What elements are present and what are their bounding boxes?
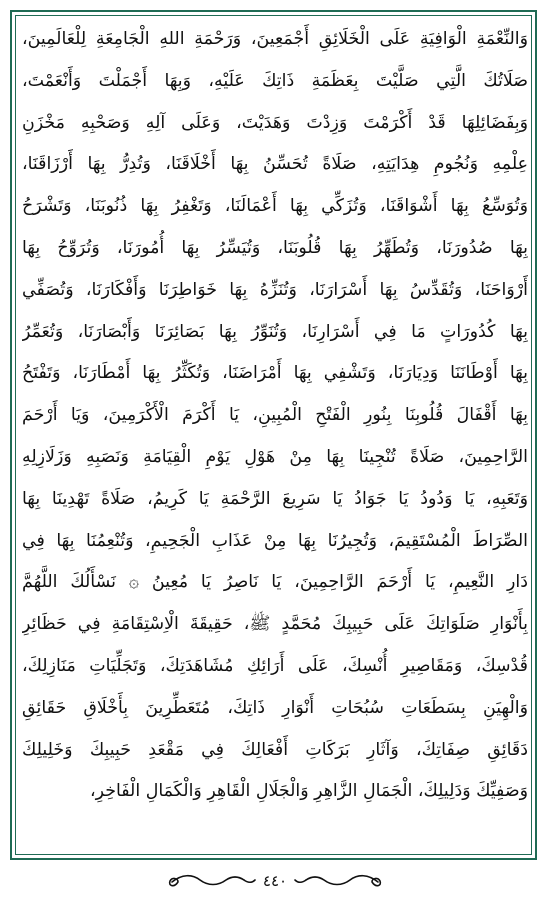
text-line: عِلْمِهِ وَنُجُومِ هِدَايَتِهِ، صَلَاةً تُحَسِّنُ بِهَا أَخْلَاقَنَا، وَتُدِرُّ بِهَا أَرْزَاقَنَا، [22,154,528,175]
text-line: بِهَا أَقْفَالَ قُلُوبِنَا بِنُورِ الْفَتْحِ الْمُبِينِ، يَا أَكْرَمَ الْأَكْرَمِينَ، وَيَا أَرْحَمَ [22,405,528,426]
text-line: بِهَا صُدُورَنَا، وَتُطَهِّرُ بِهَا قُلُوبَنَا، وَتُيَسِّرُ بِهَا أُمُورَنَا، وَتُرَوِّحُ بِهَا [22,237,528,258]
decorative-flourish-icon [160,866,390,896]
text-line: بِهَا كُدُورَاتٍ مَا فِي أَسْرَارِنَا، وَتُنَوِّرُ بِهَا بَصَائِرَنَا وَأَبْصَارَنَا، وَتُعَمِّرُ [22,321,528,342]
text-body [22,19,528,855]
text-line: صَلَاتُكَ الَّتِي صَلَّيْتَ بِعَظَمَةِ ذَاتِكَ عَلَيْهِ، وَبِهَا أَجْمَلْتَ وَأَنْعَمْتَ، [22,70,528,91]
text-line: وَصَفِيِّكَ وَدَلِيلِكَ، الْجَمَالِ الزَّاهِرِ وَالْجَلَالِ الْقَاهِرِ وَالْكَمَالِ الْفَاخِرِ، [89,781,528,802]
text-line: وَالنِّعْمَةِ الْوَافِيَةِ عَلَى الْخَلَائِقِ أَجْمَعِينَ، وَرَحْمَةِ اللهِ الْجَامِعَةِ لِلْعَالَمِينَ، [22,29,528,49]
text-line: وَالْهِيَنِ بِسَطَعَاتِ سُبُحَاتِ أَنْوَارِ ذَاتِكَ، مُتَعَطِّرِينَ بِأَخْلَاقِ حَقَائِقِ [22,697,528,718]
text-line: بِأَنْوَارِ صَلَوَاتِكَ عَلَى حَبِيبِكَ مُحَمَّدٍ ﷺ، حَقِيقَةَ الْاِسْتِقَامَةِ فِي حَظَائِرِ [22,614,528,635]
text-line: الصِّرَاطَ الْمُسْتَقِيمَ، وَتُجِيرُنَا بِهَا مِنْ عَذَابِ الْجَحِيمِ، وَتُنْعِمُنَا بِهَا فِي [22,530,528,551]
text-line: دَارِ النَّعِيمِ، يَا أَرْحَمَ الرَّاحِمِينَ، يَا نَاصِرُ يَا مُعِينُ ۞ نَسْأَلُكَ اللَّهُمَّ [22,572,528,593]
text-line: وَتُوَسِّعُ بِهَا أَشْوَاقَنَا، وَتُزَكِّي بِهَا أَعْمَالَنَا، وَتَغْفِرُ بِهَا ذُنُوبَنَا، وَتَشْرَحُ [22,196,528,217]
page-footer [0,866,550,896]
text-line: قُدْسِكَ، وَمَقَاصِيرِ أُنْسِكَ، عَلَى أَرَائِكِ مُشَاهَدَتِكَ، وَتَجَلِّيَاتِ مَنَازِلِكَ، [22,655,528,676]
text-line: وَبِفَضَائِلِهَا قَدْ أَكْرَمْتَ وَزِدْتَ وَهَدَيْتَ، وَعَلَى آلِهِ وَصَحْبِهِ مَخْزَنِ [22,112,528,133]
text-line: دَقَائِقِ صِفَاتِكَ، وَآثَارِ بَرَكَاتِ أَفْعَالِكَ فِي مَقْعَدِ حَبِيبِكَ وَخَلِيلِكَ [22,739,528,760]
text-line: أَرْوَاحَنَا، وَتُقَدِّسُ بِهَا أَسْرَارَنَا، وَتُنَزِّهُ بِهَا خَوَاطِرَنَا وَأَفْكَارَنَا، وَتُصَفِّي [22,279,528,300]
page-number: ٤٤٠ [262,872,288,890]
text-line: بِهَا أَوْطَانَنَا وَدِيَارَنَا، وَتَشْفِي بِهَا أَمْرَاضَنَا، وَتُكَثِّرُ بِهَا أَمْطَارَنَا، وَتَفْتَحُ [22,363,528,384]
text-line: الرَّاحِمِينَ، صَلَاةً تُنْجِينَا بِهَا مِنْ هَوْلِ يَوْمِ الْقِيَامَةِ وَنَصَبِهِ وَزَلَازِلِهِ [22,446,528,467]
text-line: وَتَعَبِهِ، يَا وَدُودُ يَا جَوَادُ يَا سَرِيعَ الرَّحْمَةِ يَا كَرِيمُ، صَلَاةً تَهْدِينَا بِهَا [22,488,528,509]
